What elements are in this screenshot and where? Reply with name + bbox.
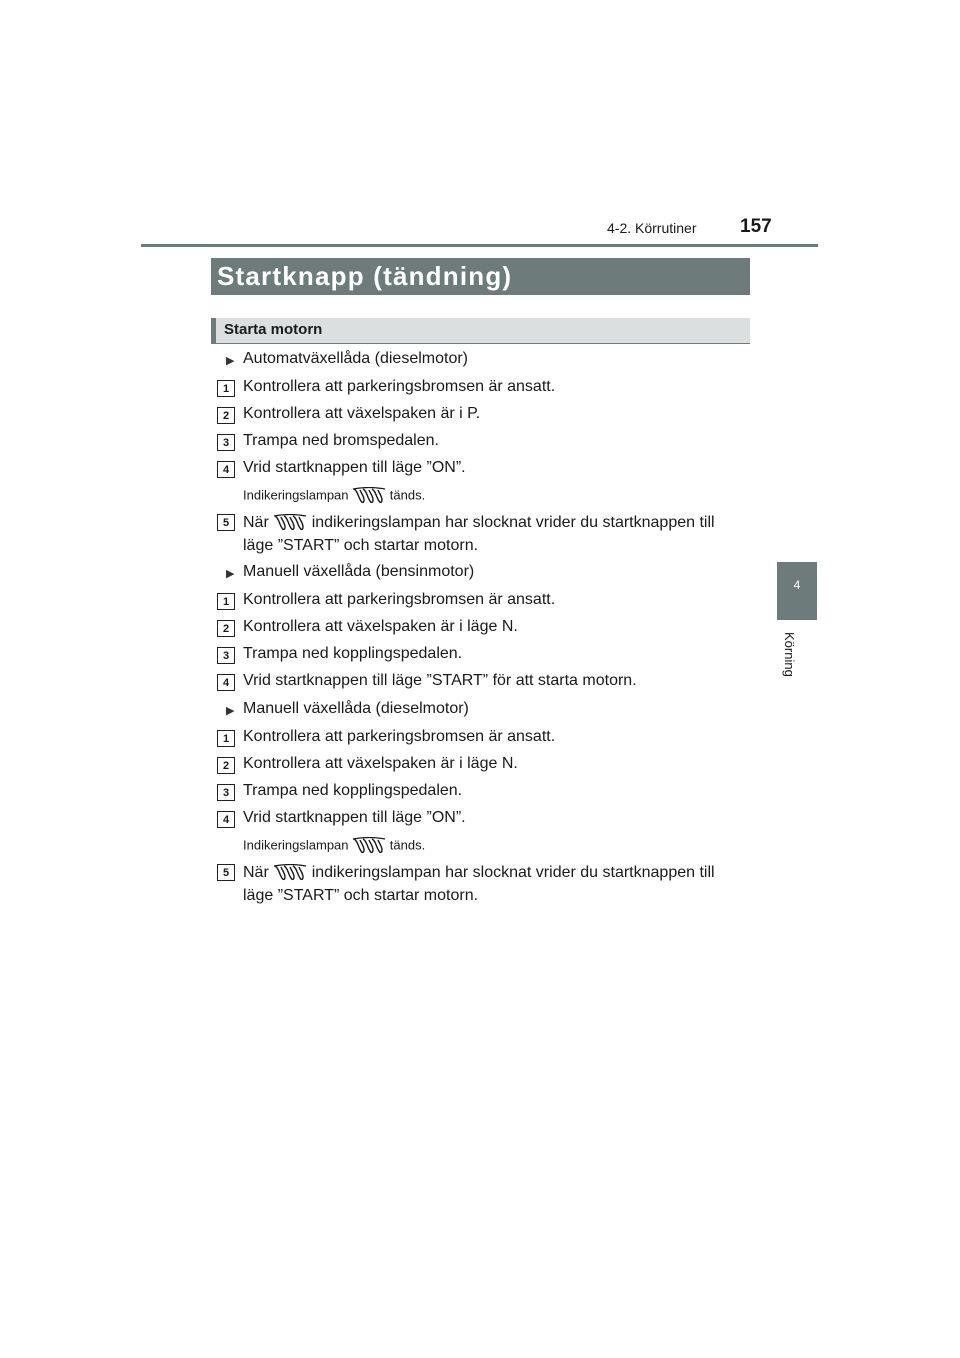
step-number: 2 [217, 620, 235, 637]
step-text: Kontrollera att parkeringsbromsen är ansatt. [243, 591, 556, 608]
step-number: 1 [217, 730, 235, 747]
step-text: Kontrollera att parkeringsbromsen är ansatt. [243, 728, 556, 745]
section-header: 4-2. Körrutiner [607, 220, 697, 236]
step-number: 4 [217, 811, 235, 828]
note [243, 487, 425, 505]
step-text [243, 511, 745, 557]
step-text: Kontrollera att växelspaken är i P. [243, 405, 481, 422]
page-title: Startknapp (tändning) [217, 261, 513, 291]
step5-suffix: indikeringslampan har slocknat vrider du startknappen till [311, 864, 715, 881]
step5-suffix: indikeringslampan har slocknat vrider du startknappen till [311, 514, 715, 531]
note-prefix: Indikeringslampan [243, 487, 349, 503]
step5-prefix: När [243, 864, 269, 881]
step-number: 3 [217, 784, 235, 801]
note-suffix: tänds. [389, 837, 426, 853]
triangle-bullet-icon: ▶ [226, 568, 235, 580]
step-number: 1 [217, 380, 235, 397]
note-suffix: tänds. [389, 487, 426, 503]
chapter-tab [777, 562, 817, 620]
subtitle-bar [211, 318, 750, 344]
section-heading: Automatväxellåda (dieselmotor) [243, 350, 468, 367]
step-number: 4 [217, 674, 235, 691]
step-text: Vrid startknappen till läge ”ON”. [243, 809, 466, 826]
page-number: 157 [740, 216, 772, 237]
step-text: Trampa ned kopplingspedalen. [243, 782, 463, 799]
section-heading: Manuell växellåda (dieselmotor) [243, 700, 469, 717]
chapter-label: Körning [782, 632, 797, 677]
subtitle: Starta motorn [224, 321, 323, 338]
step-number: 1 [217, 593, 235, 610]
step5-line2: läge ”START” och startar motorn. [243, 887, 479, 904]
glow-plug-indicator-icon [352, 837, 386, 855]
step-text: Kontrollera att växelspaken är i läge N. [243, 755, 518, 772]
triangle-bullet-icon: ▶ [226, 355, 235, 367]
step-text [243, 861, 745, 907]
step-number: 4 [217, 461, 235, 478]
step-number: 5 [217, 864, 235, 881]
note-prefix: Indikeringslampan [243, 837, 349, 853]
step-text: Vrid startknappen till läge ”START” för att starta motorn. [243, 672, 637, 689]
step-number: 2 [217, 407, 235, 424]
page-title-bar [211, 258, 750, 295]
step-number: 5 [217, 514, 235, 531]
triangle-bullet-icon: ▶ [226, 705, 235, 717]
step-text: Vrid startknappen till läge ”ON”. [243, 459, 466, 476]
step-number: 3 [217, 647, 235, 664]
step-number: 3 [217, 434, 235, 451]
chapter-number: 4 [793, 578, 801, 592]
section-heading: Manuell växellåda (bensinmotor) [243, 563, 475, 580]
step5-prefix: När [243, 514, 269, 531]
subtitle-accent [211, 318, 216, 343]
step-text: Trampa ned kopplingspedalen. [243, 645, 463, 662]
glow-plug-indicator-icon [352, 487, 386, 505]
header-rule [141, 244, 818, 247]
glow-plug-indicator-icon [273, 514, 307, 532]
note [243, 837, 425, 855]
step-number: 2 [217, 757, 235, 774]
step-text: Kontrollera att växelspaken är i läge N. [243, 618, 518, 635]
glow-plug-indicator-icon [273, 864, 307, 882]
step5-line2: läge ”START” och startar motorn. [243, 537, 479, 554]
step-text: Kontrollera att parkeringsbromsen är ansatt. [243, 378, 556, 395]
step-text: Trampa ned bromspedalen. [243, 432, 439, 449]
